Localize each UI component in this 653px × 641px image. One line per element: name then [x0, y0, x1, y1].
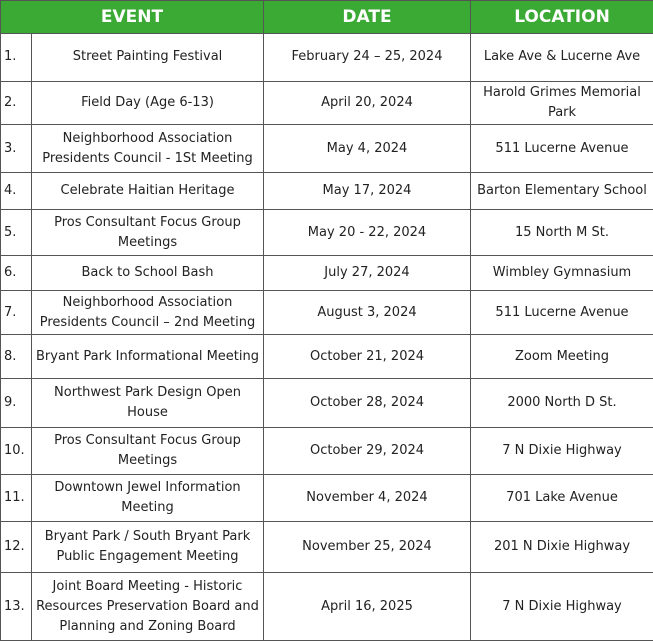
event-date: October 29, 2024 — [264, 428, 471, 475]
row-number: 3. — [1, 125, 32, 173]
row-number: 8. — [1, 334, 32, 379]
event-location: 2000 North D St. — [471, 379, 653, 428]
date-column-header: DATE — [264, 1, 471, 34]
event-date: May 20 - 22, 2024 — [264, 210, 471, 256]
event-column-header: EVENT — [1, 1, 264, 34]
event-date: February 24 – 25, 2024 — [264, 34, 471, 82]
event-date: August 3, 2024 — [264, 291, 471, 335]
event-location: 511 Lucerne Avenue — [471, 125, 653, 173]
event-name: Pros Consultant Focus Group Meetings — [32, 210, 264, 256]
table-row — [1, 255, 653, 290]
table-row — [1, 428, 653, 475]
event-date: April 16, 2025 — [264, 573, 471, 641]
row-number: 9. — [1, 379, 32, 428]
event-location: 7 N Dixie Highway — [471, 428, 653, 475]
table-row — [1, 474, 653, 522]
location-column-header: LOCATION — [471, 1, 653, 34]
event-location: Harold Grimes Memorial Park — [471, 81, 653, 125]
event-date: October 28, 2024 — [264, 379, 471, 428]
table-row — [1, 210, 653, 256]
table-row — [1, 34, 653, 82]
event-location: 15 North M St. — [471, 210, 653, 256]
event-date: July 27, 2024 — [264, 255, 471, 290]
event-name: Celebrate Haitian Heritage — [32, 172, 264, 209]
table-row — [1, 172, 653, 209]
row-number: 12. — [1, 522, 32, 573]
event-name: Pros Consultant Focus Group Meetings — [32, 428, 264, 475]
table-row — [1, 125, 653, 173]
event-location: 701 Lake Avenue — [471, 474, 653, 522]
row-number: 7. — [1, 291, 32, 335]
event-date: May 4, 2024 — [264, 125, 471, 173]
table-row — [1, 573, 653, 641]
row-number: 6. — [1, 255, 32, 290]
row-number: 10. — [1, 428, 32, 475]
row-number: 2. — [1, 81, 32, 125]
event-location: Lake Ave & Lucerne Ave — [471, 34, 653, 82]
event-name: Bryant Park Informational Meeting — [32, 334, 264, 379]
row-number: 1. — [1, 34, 32, 82]
row-number: 13. — [1, 573, 32, 641]
event-name: Back to School Bash — [32, 255, 264, 290]
event-date: May 17, 2024 — [264, 172, 471, 209]
event-location: 201 N Dixie Highway — [471, 522, 653, 573]
event-name: Northwest Park Design Open House — [32, 379, 264, 428]
table-row — [1, 379, 653, 428]
row-number: 11. — [1, 474, 32, 522]
event-location: Barton Elementary School — [471, 172, 653, 209]
event-name: Field Day (Age 6-13) — [32, 81, 264, 125]
event-name: Downtown Jewel Information Meeting — [32, 474, 264, 522]
event-name: Street Painting Festival — [32, 34, 264, 82]
event-name: Neighborhood Association Presidents Council - 1St Meeting — [32, 125, 264, 173]
event-date: April 20, 2024 — [264, 81, 471, 125]
event-date: November 4, 2024 — [264, 474, 471, 522]
row-number: 5. — [1, 210, 32, 256]
table-row — [1, 522, 653, 573]
event-name: Joint Board Meeting - Historic Resources Preservation Board and Planning and Zoning Board — [32, 573, 264, 641]
event-location: Wimbley Gymnasium — [471, 255, 653, 290]
event-location: 7 N Dixie Highway — [471, 573, 653, 641]
table-row — [1, 291, 653, 335]
event-location: 511 Lucerne Avenue — [471, 291, 653, 335]
event-date: November 25, 2024 — [264, 522, 471, 573]
table-header-row — [1, 1, 653, 34]
table-row — [1, 334, 653, 379]
event-date: October 21, 2024 — [264, 334, 471, 379]
table-row — [1, 81, 653, 125]
event-location: Zoom Meeting — [471, 334, 653, 379]
row-number: 4. — [1, 172, 32, 209]
event-name: Bryant Park / South Bryant Park Public Engagement Meeting — [32, 522, 264, 573]
event-name: Neighborhood Association Presidents Council – 2nd Meeting — [32, 291, 264, 335]
